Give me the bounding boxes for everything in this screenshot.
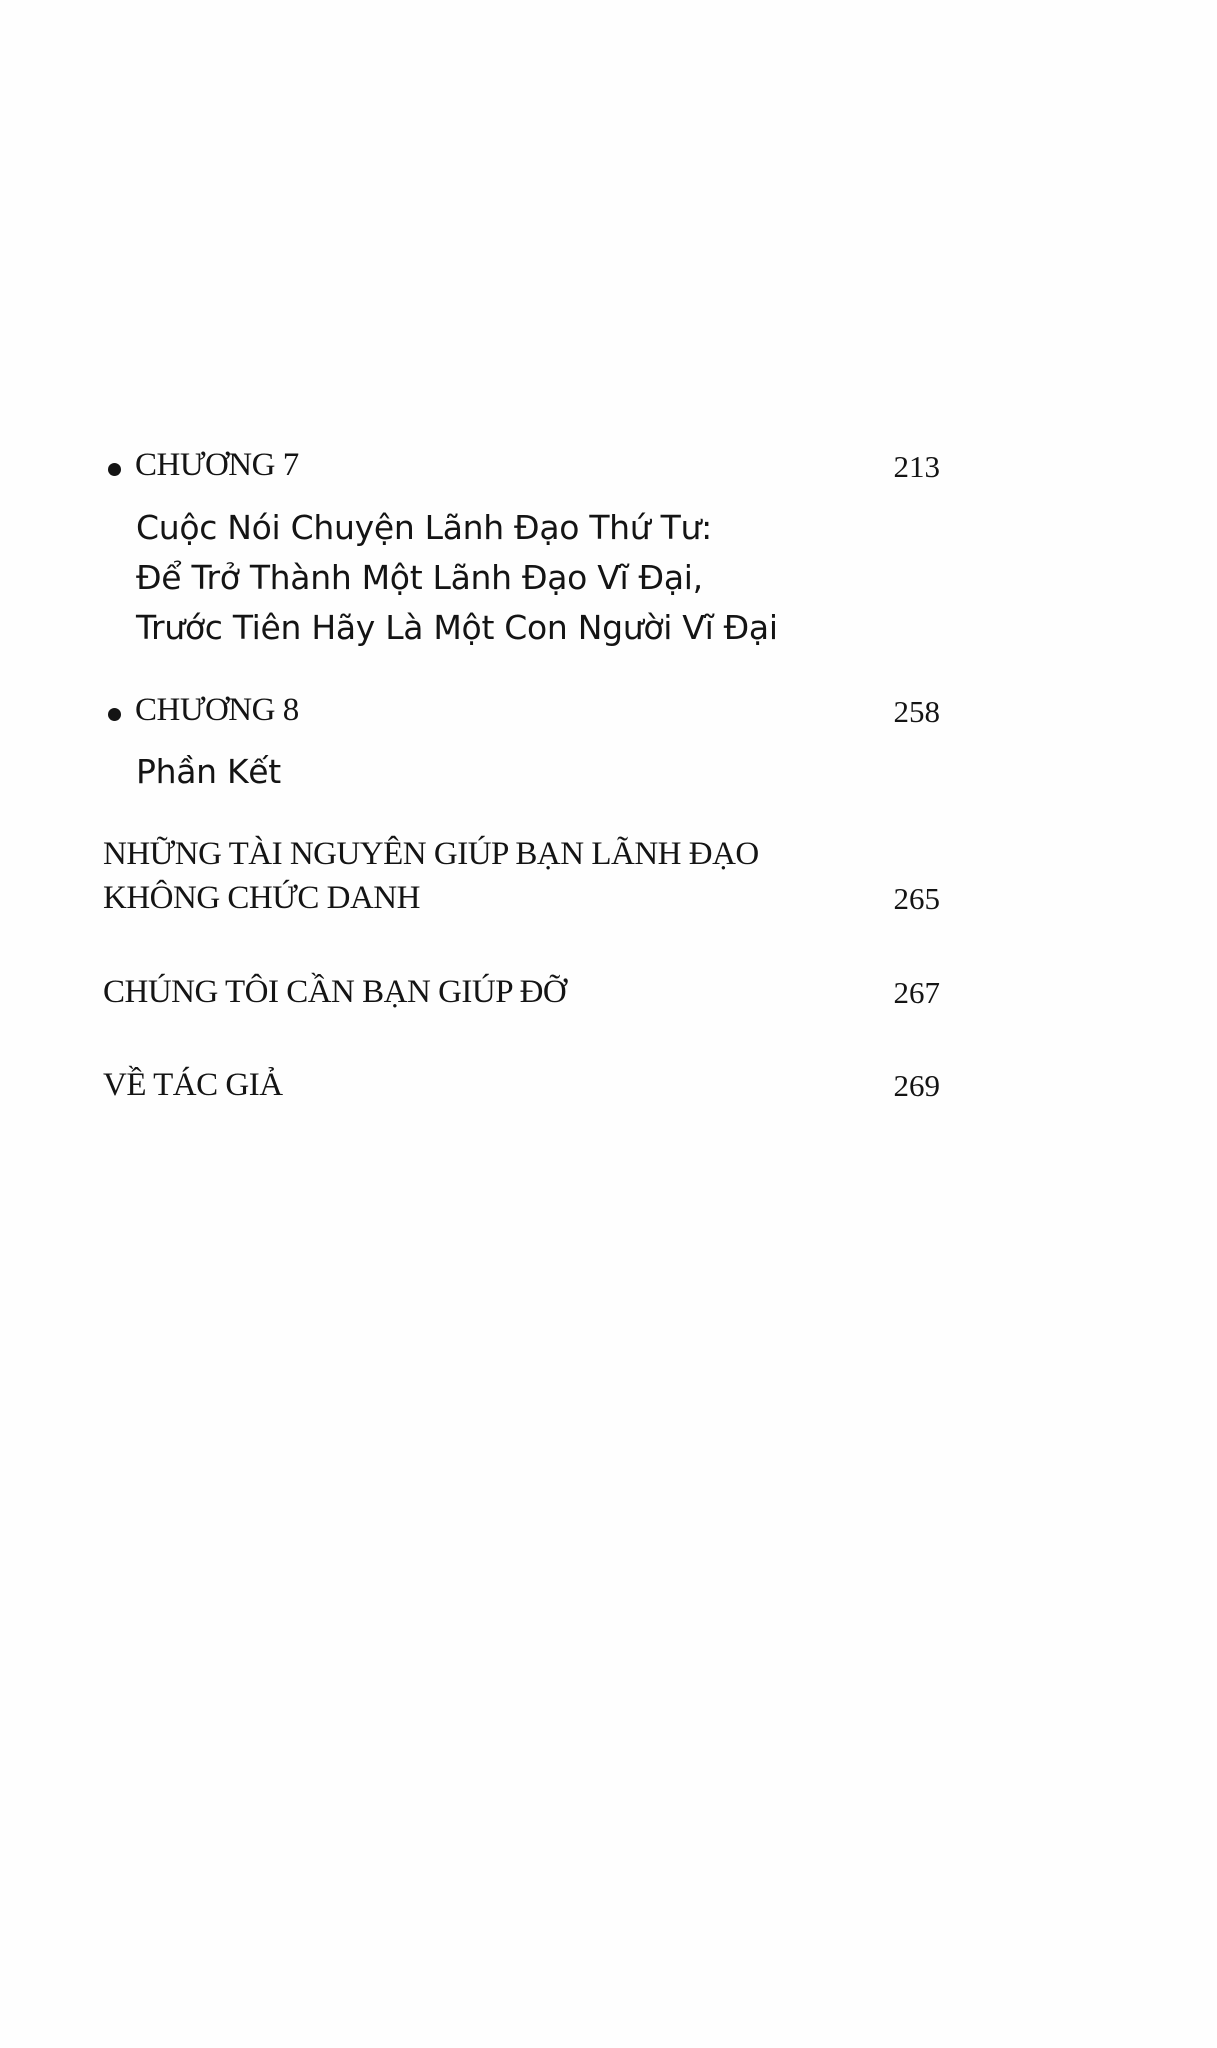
bullet-icon	[108, 463, 121, 476]
entry-title: CHÚNG TÔI CẦN BẠN GIÚP ĐỠ	[103, 974, 567, 1010]
chapter-subtitle-line: Trước Tiên Hãy Là Một Con Người Vĩ Đại	[136, 608, 778, 647]
page-number: 258	[893, 694, 940, 729]
chapter-subtitle-line: Cuộc Nói Chuyện Lãnh Đạo Thứ Tư:	[136, 508, 712, 547]
chapter-subtitle-line: Để Trở Thành Một Lãnh Đạo Vĩ Đại,	[136, 558, 703, 597]
chapter-label: CHƯƠNG 7	[135, 447, 299, 483]
entry-title-line: KHÔNG CHỨC DANH	[103, 880, 420, 916]
chapter-subtitle-line: Phần Kết	[136, 752, 281, 791]
chapter-label: CHƯƠNG 8	[135, 692, 299, 728]
page-number: 269	[893, 1068, 940, 1103]
page-number: 267	[893, 975, 940, 1010]
page-number: 213	[893, 449, 940, 484]
entry-title-line: NHỮNG TÀI NGUYÊN GIÚP BẠN LÃNH ĐẠO	[103, 836, 759, 872]
page-number: 265	[893, 881, 940, 916]
entry-title: VỀ TÁC GIẢ	[103, 1067, 283, 1103]
bullet-icon	[108, 708, 121, 721]
